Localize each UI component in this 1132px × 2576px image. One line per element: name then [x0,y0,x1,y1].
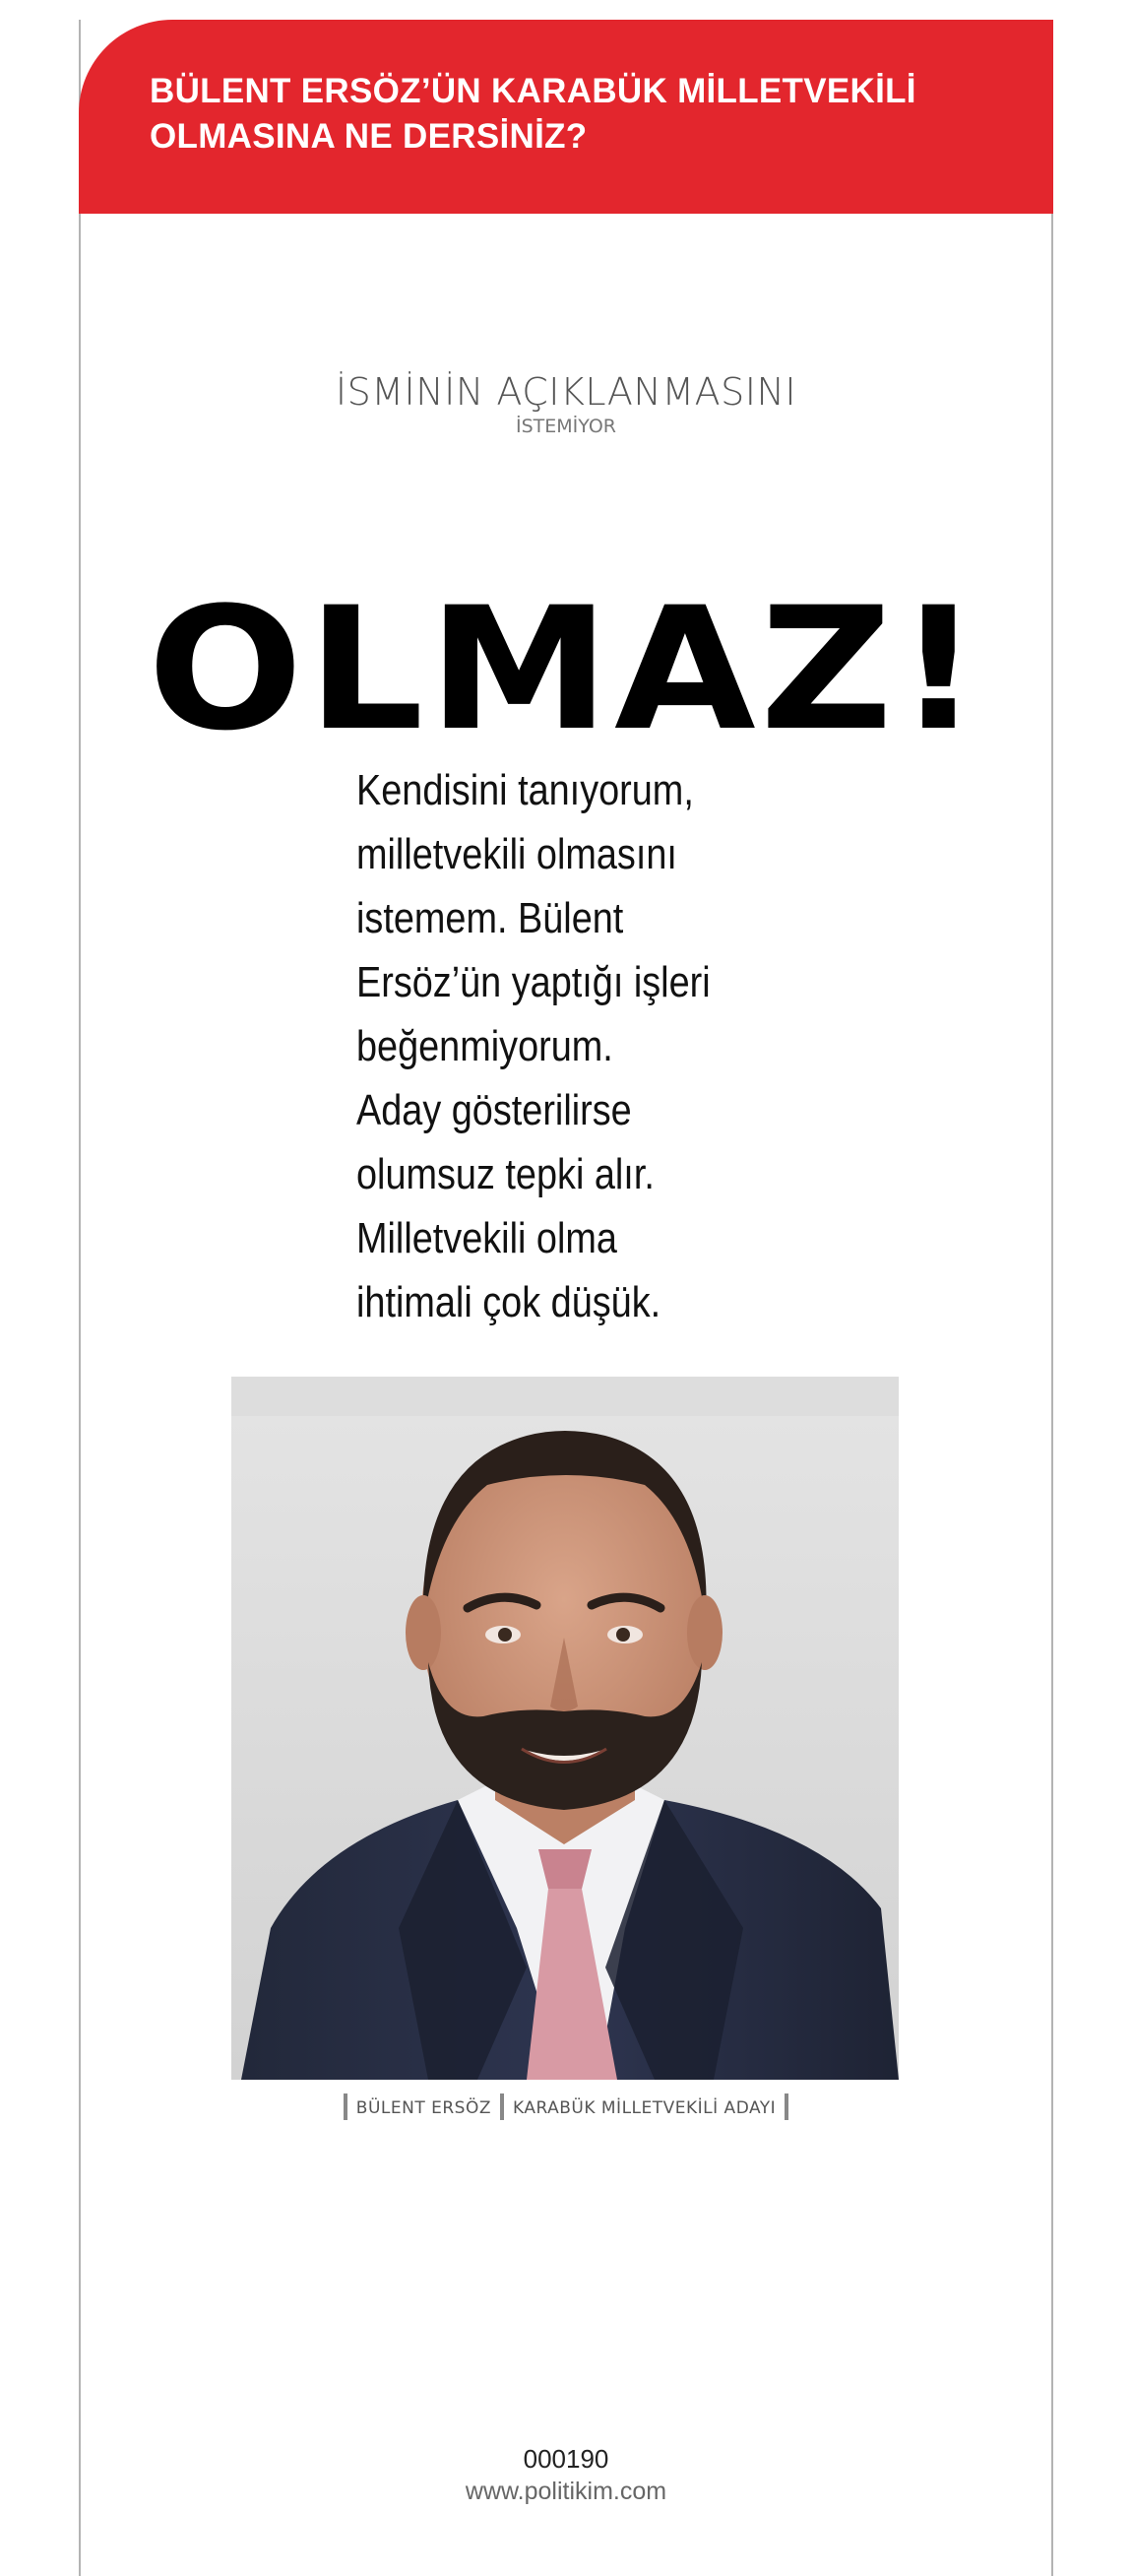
caption-divider [344,2093,347,2120]
answer-verdict: OLMAZ! [147,570,985,768]
portrait-illustration [231,1377,899,2080]
site-link[interactable]: www.politikim.com [465,2478,667,2505]
footer [0,2442,1132,2507]
candidate-portrait [231,1377,899,2080]
question-header [79,20,1053,214]
respondent-block [0,369,1132,438]
portrait-caption [0,2093,1132,2120]
respondent-name: İSMİNİN AÇIKLANMASINI [335,370,797,414]
survey-id: 000190 [523,2444,609,2474]
respondent-note: İSTEMİYOR [516,416,616,437]
caption-name: BÜLENT ERSÖZ [355,2098,491,2118]
caption-divider [500,2093,504,2120]
question-title: BÜLENT ERSÖZ’ÜN KARABÜK MİLLETVEKİLİ OLMASINA NE DERSİNİZ? [150,72,916,156]
caption-divider [785,2093,788,2120]
answer-quote: Kendisini tanıyorum, milletvekili olmasını istemem. Bülent Ersöz’ün yaptığı işleri beğenmiyorum. Aday gösterilirse olumsuz tepki alır. Milletvekili olma ihtimali çok düşük. [356,766,711,1326]
caption-role: KARABÜK MİLLETVEKİLİ ADAYI [513,2098,777,2118]
